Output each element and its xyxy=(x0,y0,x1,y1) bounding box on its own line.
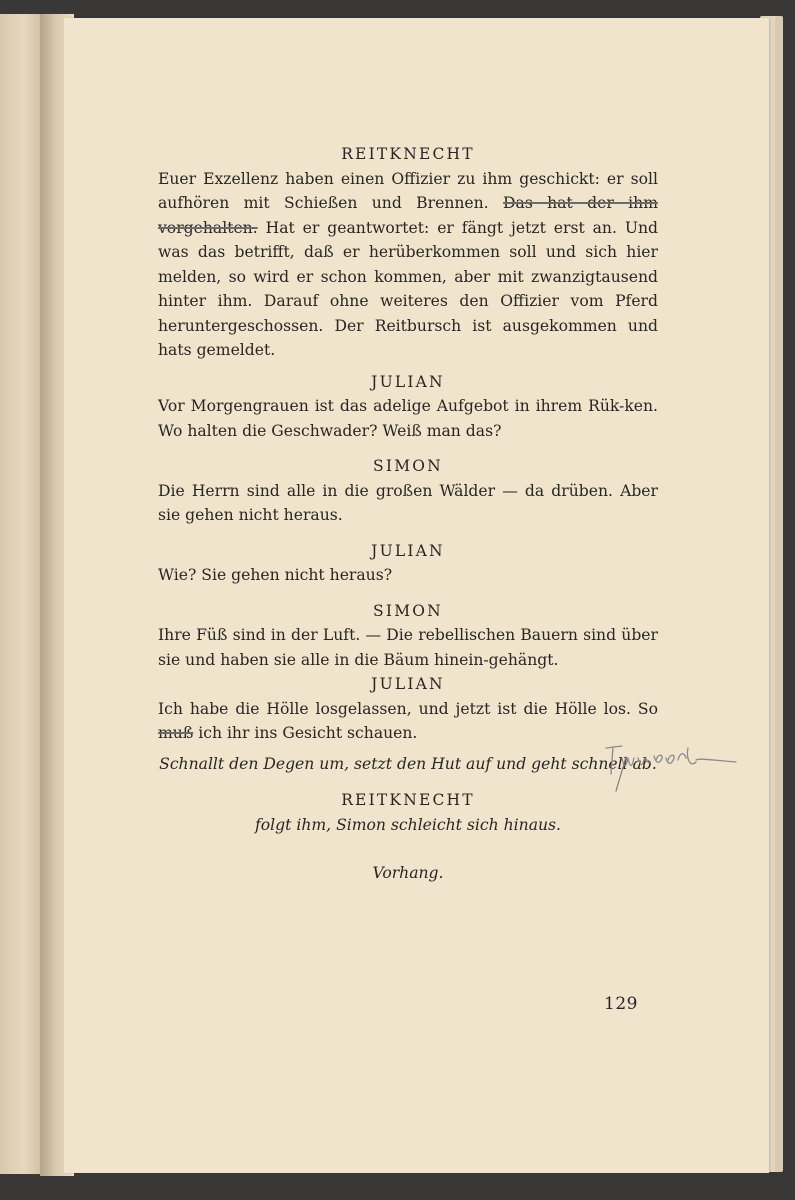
speech-line: er soll aufhören mit Schießen und Brennen. xyxy=(158,169,658,212)
speech-simon: Ihre Füß sind in der Luft. — Die rebellischen Bauern sind über sie und haben sie alle in die Bäum hinein-gehängt. xyxy=(158,626,658,669)
speaker-reitknecht: REITKNECHT xyxy=(341,145,475,163)
speech-reitknecht xyxy=(158,167,658,363)
previous-page-edge xyxy=(0,14,44,1174)
speaker-julian: JULIAN xyxy=(371,541,445,560)
book-page xyxy=(64,18,769,1173)
speaker-simon: SIMON xyxy=(373,601,443,620)
page-stack-edge-outer xyxy=(775,16,783,1172)
page-number: 129 xyxy=(604,994,638,1014)
struck-word: muß xyxy=(158,724,194,742)
speech-julian: Wie? Sie gehen nicht heraus? xyxy=(158,566,393,584)
correction-mark-icon xyxy=(610,755,630,795)
stage-direction: folgt ihm, Simon schleicht sich hinaus. xyxy=(254,815,561,834)
play-text xyxy=(158,142,658,886)
speaker-julian: JULIAN xyxy=(371,675,445,693)
speech-text: Ich habe die Hölle losgelassen, und jetzt ist die Hölle los. So xyxy=(158,699,658,718)
speaker-reitknecht: REITKNECHT xyxy=(341,791,475,809)
speech-julian: Vor Morgengrauen ist das adelige Aufgebot in ihrem Rük-ken. Wo halten die Geschwader? Weiß man das? xyxy=(158,397,658,440)
speech-julian xyxy=(158,697,658,746)
speech-line: Euer Exzellenz haben einen Offizier zu ihm geschickt: xyxy=(158,169,600,188)
speaker-julian: JULIAN xyxy=(371,372,445,391)
speech-line: Hat er geantwortet: er fängt jetzt erst an. Und was das betrifft, daß er herüberkommen soll und sich hier melden, so wird er schon kommen, aber mit zwanzigtausend hinter ihm. Darauf ohne weiteres den Offizier vom Pferd heruntergeschossen. Der Reitbursch ist ausgekommen und hats gemeldet. xyxy=(158,218,658,359)
stage-direction: Schnallt den Degen um, setzt den Hut auf und geht schnell ab. xyxy=(159,754,657,773)
speech-simon: Die Herrn sind alle in die großen Wälder — da drüben. Aber sie gehen nicht heraus. xyxy=(158,481,658,524)
curtain-direction: Vorhang. xyxy=(372,864,444,882)
struck-text: Das hat der ihm vorgehalten. xyxy=(158,194,658,237)
speaker-simon: SIMON xyxy=(373,457,443,475)
speech-text: ich ihr ins Gesicht schauen. xyxy=(198,724,418,742)
